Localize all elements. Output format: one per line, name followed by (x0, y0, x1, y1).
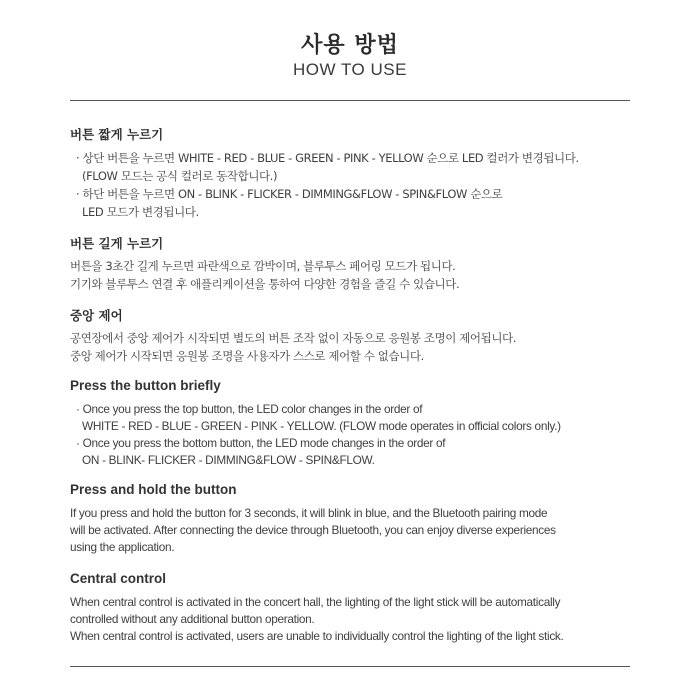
section-heading-ko-short-press: 버튼 짧게 누르기 (70, 127, 164, 142)
ko-short-press-line-3: · 하단 버튼을 누르면 ON - BLINK - FLICKER - DIMMING&FLOW - SPIN&FLOW 순으로 (76, 187, 503, 201)
ko-short-press-line-2: (FLOW 모드는 공식 컬러로 동작합니다.) (82, 169, 278, 183)
ko-long-press-line-2: 기기와 블루투스 연결 후 애플리케이션을 통하여 다양한 경험을 즐길 수 있습니다. (70, 277, 460, 291)
ko-long-press-line-1: 버튼을 3초간 길게 누르면 파란색으로 깜박이며, 블루투스 페어링 모드가 됩니다. (70, 259, 456, 273)
page-title-english: HOW TO USE (293, 60, 407, 79)
section-heading-ko-long-press: 버튼 길게 누르기 (70, 236, 164, 251)
section-heading-en-press-briefly: Press the button briefly (70, 378, 221, 393)
section-heading-en-central-control: Central control (70, 571, 167, 586)
ko-short-press-line-4: LED 모드가 변경됩니다. (82, 205, 199, 219)
top-divider (70, 100, 630, 101)
en-press-hold-line-2: will be activated. After connecting the device through Bluetooth, you can enjoy diverse experiences (70, 523, 556, 537)
bottom-divider (70, 666, 630, 667)
en-press-briefly-line-1: · Once you press the top button, the LED color changes in the order of (76, 402, 423, 416)
page-title-korean: 사용 방법 (301, 33, 399, 58)
en-central-control-line-2: controlled without any additional button operation. (70, 612, 315, 626)
en-central-control-line-3: When central control is activated, users are unable to individually control the lighting of the light stick. (70, 629, 564, 643)
ko-central-control-line-2: 중앙 제어가 시작되면 응원봉 조명을 사용자가 스스로 제어할 수 없습니다. (70, 349, 424, 363)
ko-central-control-line-1: 공연장에서 중앙 제어가 시작되면 별도의 버튼 조작 없이 자동으로 응원봉 조명이 제어됩니다. (70, 331, 517, 345)
en-press-briefly-line-4: ON - BLINK- FLICKER - DIMMING&FLOW - SPIN&FLOW. (82, 453, 375, 467)
section-heading-ko-central-control: 중앙 제어 (70, 308, 123, 323)
ko-short-press-line-1: · 상단 버튼을 누르면 WHITE - RED - BLUE - GREEN - PINK - YELLOW 순으로 LED 컬러가 변경됩니다. (76, 151, 579, 165)
section-heading-en-press-hold: Press and hold the button (70, 482, 237, 497)
en-press-hold-line-1: If you press and hold the button for 3 seconds, it will blink in blue, and the Bluetooth pairing mode (70, 506, 548, 520)
en-press-hold-line-3: using the application. (70, 540, 175, 554)
en-central-control-line-1: When central control is activated in the concert hall, the lighting of the light stick will be automatically (70, 595, 561, 609)
en-press-briefly-line-3: · Once you press the bottom button, the LED mode changes in the order of (76, 436, 446, 450)
en-press-briefly-line-2: WHITE - RED - BLUE - GREEN - PINK - YELLOW. (FLOW mode operates in official colors only.) (82, 419, 561, 433)
